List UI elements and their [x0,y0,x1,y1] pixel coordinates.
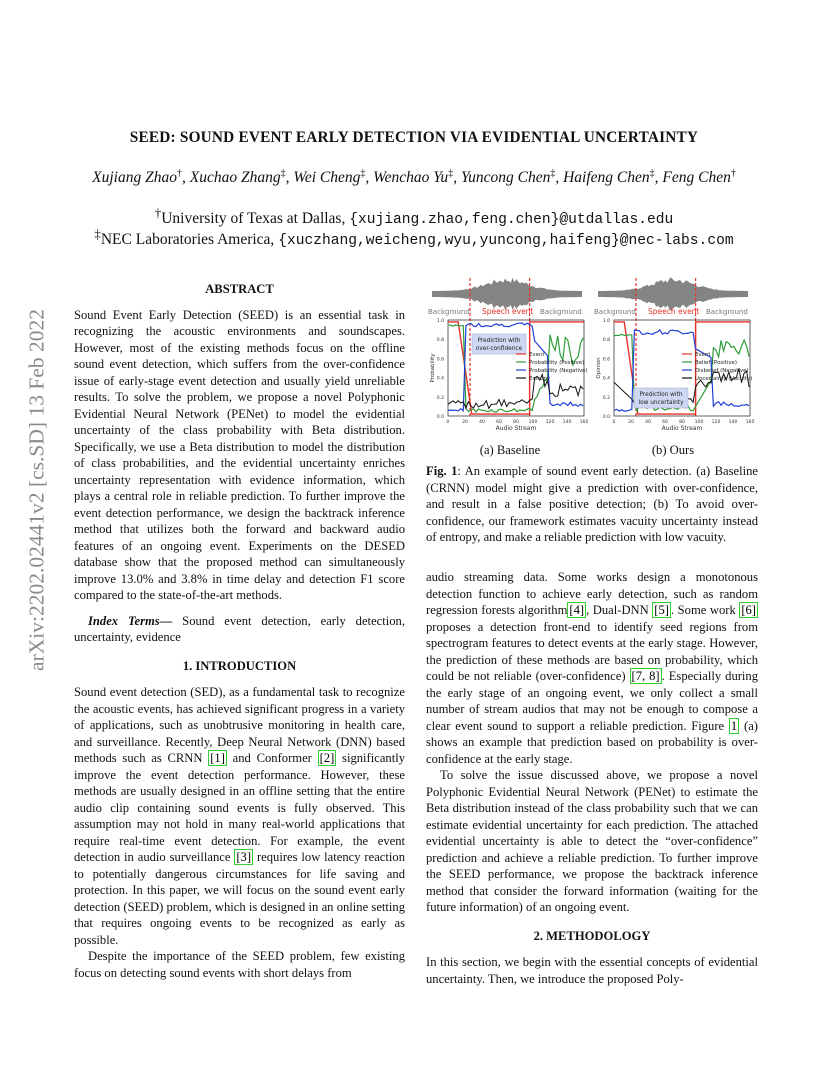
annotation-line: over-confidence [475,346,523,352]
citation-link[interactable]: [2] [319,751,335,765]
author-separator: , [555,169,564,187]
index-terms-label: Index Terms— [88,613,173,628]
figure-1 [424,272,758,440]
x-tick-label: 100 [694,420,704,425]
annotation-line: Prediction with [477,338,521,344]
author-name: Feng Chen [662,169,731,187]
legend-label: Event [529,352,545,358]
y-tick-label: 0.8 [602,338,610,344]
affil-name: NEC Laboratories America, [100,231,279,249]
abstract-heading: ABSTRACT [205,282,274,296]
author-separator: , [181,169,190,187]
methodology-heading: 2. METHODOLOGY [533,928,651,943]
annotation-line: low uncertainty [638,400,684,406]
text-run: . Especially during the early stage of an ongoing event, we only collect a small number of stream audios that may not be enough to compose a clear event sound to support a reliable prediction. Figure [426,669,759,733]
y-tick-label: 0.4 [436,376,444,382]
affil-mark: † [154,205,162,220]
legend-label: Probability (Negative) [529,368,588,374]
x-tick-label: 40 [645,420,651,425]
y-axis-label: Opinion [596,357,602,379]
author-affil-mark: ‡ [649,168,655,179]
y-tick-label: 1.0 [436,319,444,324]
citation-link[interactable]: [4] [569,603,585,617]
author-name: Xujiang Zhao [92,169,177,187]
waveform [432,278,582,310]
x-tick-label: 140 [562,420,572,425]
x-tick-label: 20 [462,420,468,425]
intro-paragraph-2: Despite the importance of the SEED problem, few existing focus on detecting sound events with short delays from [74,949,405,980]
subcaption-a: (a) Baseline [479,443,541,457]
arxiv-sidebar [22,290,52,690]
affiliation-utd [0,205,828,228]
author-name: Wei Cheng [293,169,361,187]
background-label: Background [706,308,748,316]
citation-link[interactable]: [1] [210,751,225,765]
author-affil-mark: ‡ [280,168,286,179]
index-terms-text: Sound event detection, early detection, uncertainty, evidence [74,613,405,644]
x-tick-label: 0 [446,420,450,425]
left-column [74,281,405,981]
affiliation-nec [0,226,828,249]
legend-label: Disbelief (Negative) [695,368,749,374]
affil-mark: ‡ [94,226,101,241]
text-run: and Conformer [226,751,318,765]
author-affil-mark: † [730,168,736,179]
x-tick-label: 60 [496,420,502,425]
figure-caption [426,463,758,546]
legend-label: Entropy [529,376,550,382]
text-run: audio streaming data. Some works design a monotonous detection function to achieve early detection, such as random regression forests algorithm [426,570,758,617]
arxiv-id: arXiv:2202.02441v2 [cs.SD] 13 Feb 2022 [24,309,49,671]
author-name: Haifeng Chen [563,169,650,187]
x-tick-label: 60 [662,420,668,425]
x-tick-label: 100 [528,420,538,425]
citation-link[interactable]: [5] [654,603,669,617]
right-paragraph-1 [426,569,758,767]
author-name: Yuncong Chen [460,169,551,187]
y-tick-label: 0.0 [602,415,610,420]
annotation-line: Prediction with [639,392,683,398]
right-column [426,569,758,987]
paper-title: SEED: SOUND EVENT EARLY DETECTION VIA EVIDENTIAL UNCERTAINTY [129,129,699,146]
intro-heading: 1. INTRODUCTION [182,658,297,673]
x-tick-label: 140 [728,420,738,425]
author-name: Xuchao Zhang [189,169,281,187]
x-tick-label: 160 [745,420,755,425]
legend-label: Belief (Positive) [695,360,737,366]
x-tick-label: 40 [479,420,485,425]
right-paragraph-2: To solve the issue discussed above, we propose a novel Polyphonic Evidential Neural Network (PENet) to estimate the Beta distribution instead of the class probability such that we can estimate evidential uncertainty for each prediction. The attached evidential uncertainty is able to detect the “over-confidence” prediction and achieve a reliable prediction. To further improve the SEED performance, we propose the backtrack inference method that consider the forward information (waiting for the future information) of an ongoing event. [426,768,758,914]
right-paragraph-3: In this section, we begin with the essential concepts of evidential uncertainty. Then, we introduce the proposed Poly- [426,955,758,986]
text-run: requires low latency reaction to potentially dangerous circumstances for life saving and protection. In this paper, we will focus on the sound event early detection (SEED) problem, which is designed in an online setting that requires ongoing events to be recognized as early as possible. [74,850,405,947]
x-tick-label: 120 [545,420,555,425]
y-tick-label: 0.6 [436,357,444,363]
x-tick-label: 80 [513,420,519,425]
affil-email[interactable]: {xuczhang,weicheng,wyu,yuncong,haifeng}@nec-labs.com [278,233,734,250]
waveform [598,277,748,310]
x-tick-label: 80 [679,420,685,425]
y-tick-label: 0.0 [436,415,444,420]
x-axis-label: Audio Stream [495,425,537,432]
x-tick-label: 160 [579,420,589,425]
speech-event-label: Speech event [482,307,534,316]
author-separator: , [453,169,461,187]
y-tick-label: 0.2 [436,395,444,401]
text-run: , Dual-DNN [586,603,653,617]
author-affil-mark: † [176,168,182,179]
author-affil-mark: ‡ [448,168,454,179]
legend-label: Event [695,352,711,358]
text-run: proposes a detection front-end to identify seed regions from spectrogram features to detect events at the early stage. However, the prediction of these methods are based on probability, which could be not reliable (over-confidence) [426,619,758,683]
author-affil-mark: ‡ [360,168,366,179]
author-separator: , [654,169,663,187]
author-affil-mark: ‡ [550,168,556,179]
citation-link[interactable]: [6] [741,603,756,617]
y-tick-label: 0.8 [436,338,444,344]
y-tick-label: 1.0 [602,319,610,324]
legend-label: Uncertainty (Vacuity) [695,376,753,382]
speech-event-label: Speech event [648,307,700,316]
citation-link[interactable]: [7, 8] [631,669,660,683]
subcaption-b: (b) Ours [651,443,695,457]
text-run: (a) shows an example that prediction based on probability is over-confidence at the early stage. [426,718,758,766]
affil-name: University of Texas at Dallas, [161,210,350,228]
figure-label: Fig. 1 [426,464,458,478]
author-list [0,168,828,187]
y-tick-label: 0.2 [602,395,610,401]
background-label: Background [594,308,636,316]
x-tick-label: 120 [711,420,721,425]
author-separator: , [365,169,374,187]
background-label: Background [428,308,470,316]
text-run: significantly improve the event detection performance. However, these methods are usually designed in an offline setting that the entire audio clip containing sound events is fully observed. This assumption may not hold in many real-world applications that require real-time event detection. For example, the event detection in audio surveillance [74,751,405,864]
figure-link[interactable]: 1 [730,718,738,733]
y-axis-label: Probability [430,353,436,383]
y-tick-label: 0.6 [602,357,610,363]
y-tick-label: 0.4 [602,376,610,382]
intro-paragraph-1 [74,684,405,948]
index-terms [74,613,405,646]
affil-email[interactable]: {xujiang.zhao,feng.chen}@utdallas.edu [349,212,674,229]
x-tick-label: 0 [612,420,616,425]
x-axis-label: Audio Stream [661,425,703,432]
figure-caption-text: : An example of sound event early detection. (a) Baseline (CRNN) model might give a prediction with over-confidence, and result in a false positive detection; (b) To avoid over-confidence, our framework estimates vacuity uncertainty instead of entropy, and make a reliable prediction with low vacuity. [426,464,758,544]
author-separator: , [285,169,294,187]
abstract-text: Sound Event Early Detection (SEED) is an essential task in recognizing the acoustic environments and soundscapes. However, most of the existing methods focus on the offline sound event detection, which suffers from the over-confidence issue of early-stage event detection and usually yield unreliable results. To solve the problem, we propose a novel Polyphonic Evidential Neural Network (PENet) to model the evidential uncertainty of the class probability with Beta distribution. Specifically, we use a Beta distribution to model the distribution of class probabilities, and the evidential uncertainty enriches uncertainty representation with evidence information, which plays a central role in reliable prediction. To further improve the event detection performance, we design the backtrack inference method that utilizes both the forward and backward audio features of an ongoing event. Experiments on the DESED database show that the proposed method can simultaneously improve 13.0% and 3.8% in time delay and detection F1 score compared to the state-of-the-art methods. [74,307,405,602]
author-name: Wenchao Yu [373,169,449,187]
legend-label: Probability (Positive) [529,360,585,366]
background-label: Background [540,308,582,316]
text-run: . Some work [670,603,740,617]
text-run: Sound event detection (SED), as a fundamental task to recognize the acoustic events, has achieved significant progress in a variety of applications, such as unobtrusive monitoring in health care, and surveillance. Recently, Deep Neural Network (DNN) based methods such as CRNN [74,685,405,765]
citation-link[interactable]: [3] [236,850,252,864]
x-tick-label: 20 [628,420,634,425]
